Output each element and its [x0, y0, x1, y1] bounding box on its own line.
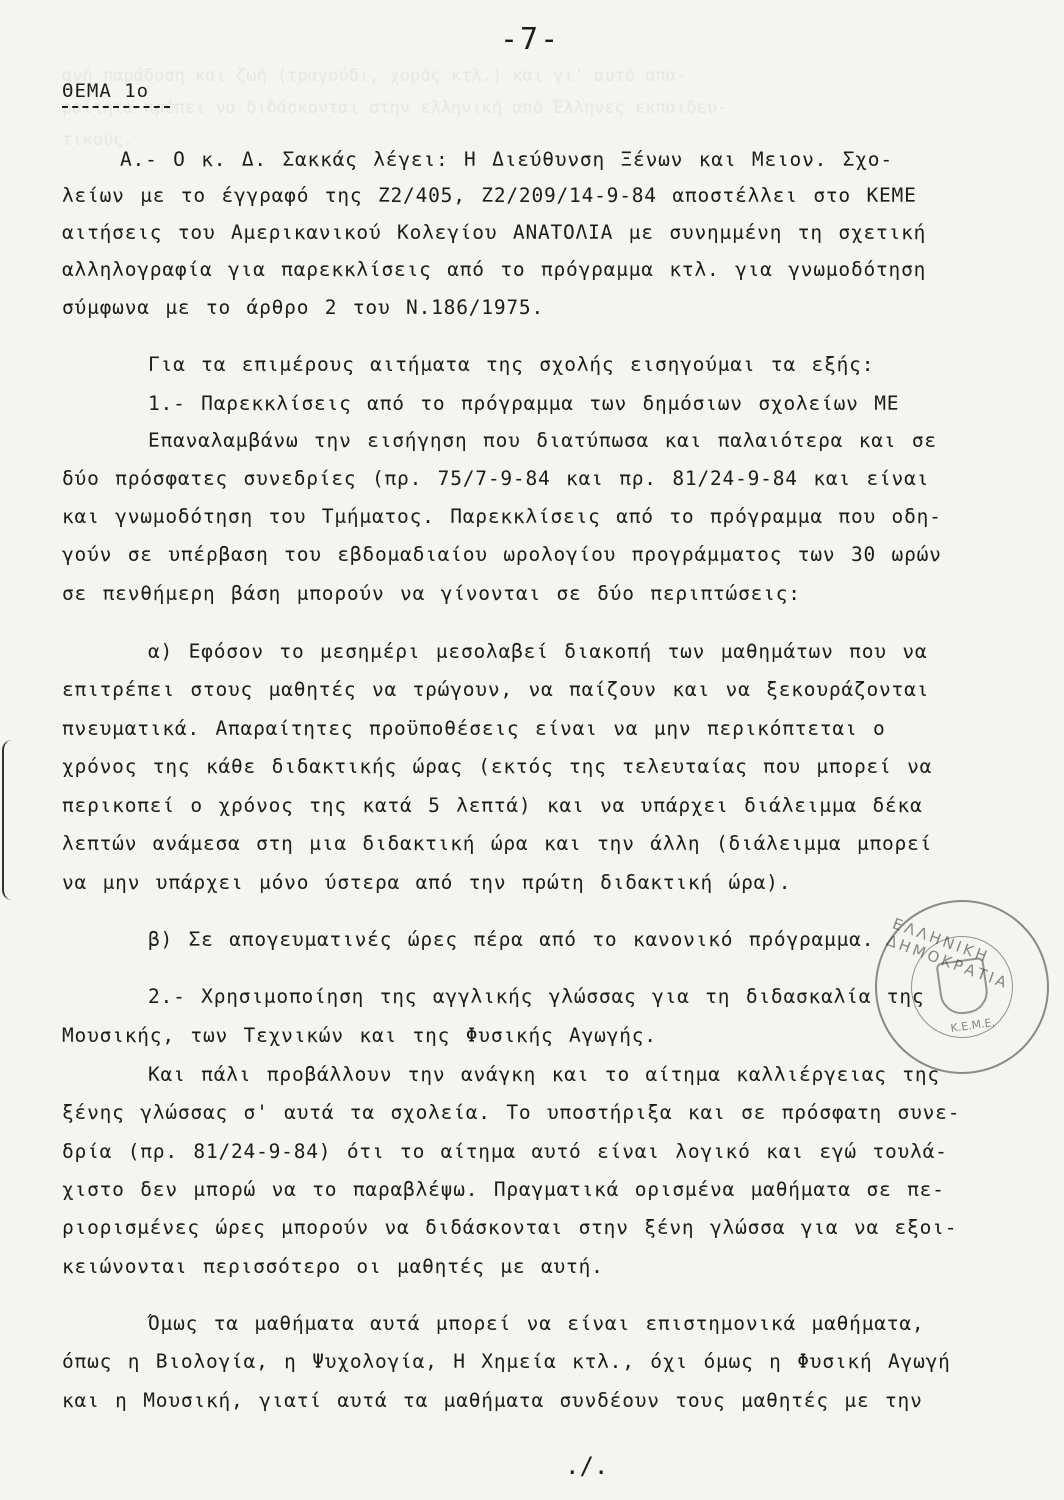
text-line: αλληλογραφία για παρεκκλίσεις από το πρόγραμμα κτλ. για γνωμοδότηση: [62, 258, 927, 281]
text-line: επιτρέπει στους μαθητές να τρώγουν, να παίζουν και να ξεκουράζονται: [62, 678, 930, 701]
text-line: ξένης γλώσσας σ' αυτά τα σχολεία. Το υποστήριξα και σε πρόσφατη συνε-: [62, 1101, 961, 1124]
text-line: γούν σε υπέρβαση του εβδομαδιαίου ωρολογίου προγράμματος των 30 ωρών: [62, 543, 942, 566]
theme-title-underline: [62, 106, 170, 108]
theme-title-text: ΘΕΜΑ 1ο: [62, 80, 150, 102]
text-line: σε πενθήμερη βάση μπορούν να γίνονται σε δύο περιπτώσεις:: [62, 582, 801, 605]
continuation-mark: ./.: [565, 1452, 609, 1480]
text-line: ριορισμένες ώρες μπορούν να διδάσκονται στην ξένη γλώσσα για να εξοι-: [62, 1216, 958, 1239]
text-line: β) Σε απογευματινές ώρες πέρα από το κανονικό πρόγραμμα.: [148, 928, 875, 951]
text-line: κειώνονται περισσότερο οι μαθητές με αυτή.: [62, 1255, 604, 1278]
official-stamp: [864, 889, 1061, 1086]
text-line: δρία (πρ. 81/24-9-84) ότι το αίτημα αυτό είναι λογικό και εγώ τουλά-: [62, 1140, 948, 1163]
text-line: Όμως τα μαθήματα αυτά μπορεί να είναι επιστημονικά μαθήματα,: [148, 1312, 925, 1335]
text-line: και γνωμοδότηση του Τμήματος. Παρεκκλίσεις από το πρόγραμμα που οδη-: [62, 505, 942, 528]
text-line: περικοπεί ο χρόνος της κατά 5 λεπτά) και να υπάρχει διάλειμμα δέκα: [62, 794, 923, 817]
text-line: λείων με το έγγραφό της Ζ2/405, Ζ2/209/14-9-84 αποστέλλει στο ΚΕΜΕ: [62, 184, 917, 207]
theme-title: [62, 80, 149, 102]
bleed-through-text: ανή παράδοση και ζωή (τραγούδι, χορός κτλ.) και γι' αυτό απα- ραίτητα πρέπει να διδάσκονται στην ελληνική από Έλληνες εκπαιδευ- τικούς.: [62, 66, 728, 150]
text-line: πνευματικά. Απαραίτητες προϋποθέσεις είναι να μην περικόπτεται ο: [62, 717, 886, 740]
text-line: χρόνος της κάθε διδακτικής ώρας (εκτός της τελευταίας που μπορεί να: [62, 755, 933, 778]
page-number: -7-: [500, 22, 561, 57]
text-line: Α.- Ο κ. Δ. Σακκάς λέγει: Η Διεύθυνση Ξένων και Μειον. Σχο-: [120, 148, 893, 171]
text-line: 1.- Παρεκκλίσεις από το πρόγραμμα των δημόσιων σχολείων ΜΕ: [148, 392, 900, 415]
text-line: δύο πρόσφατες συνεδρίες (πρ. 75/7-9-84 και πρ. 81/24-9-84 και είναι: [62, 467, 930, 490]
stamp-abbreviation: Κ.Ε.Μ.Ε.: [949, 1015, 996, 1035]
text-line: και η Μουσική, γιατί αυτά τα μαθήματα συνδέουν τους μαθητές με την: [62, 1389, 923, 1412]
text-line: Μουσικής, των Τεχνικών και της Φυσικής Αγωγής.: [62, 1024, 657, 1047]
text-line: αιτήσεις του Αμερικανικού Κολεγίου ΑΝΑΤΟΛΙΑ με συνημμένη τη σχετική: [62, 221, 927, 244]
text-line: χιστο δεν μπορώ να το παραβλέψω. Πραγματικά ορισμένα μαθήματα σε πε-: [62, 1178, 945, 1201]
text-line: όπως η Βιολογία, η Ψυχολογία, Η Χημεία κτλ., όχι όμως η Φυσική Αγωγή: [62, 1350, 951, 1373]
text-line: Για τα επιμέρους αιτήματα της σχολής εισηγούμαι τα εξής:: [148, 353, 875, 376]
text-line: λεπτών ανάμεσα στη μια διδακτική ώρα και την άλλη (διάλειμμα μπορεί: [62, 832, 933, 855]
text-line: α) Εφόσον το μεσημέρι μεσολαβεί διακοπή των μαθημάτων που να: [148, 640, 928, 663]
text-line: 2.- Χρησιμοποίηση της αγγλικής γλώσσας για τη διδασκαλία της: [148, 985, 925, 1008]
text-line: σύμφωνα με το άρθρο 2 του Ν.186/1975.: [62, 296, 544, 319]
text-line: να μην υπάρχει μόνο ύστερα από την πρώτη διδακτική ώρα).: [62, 871, 792, 894]
text-line: Επαναλαμβάνω την εισήγηση που διατύπωσα και παλαιότερα και σε: [148, 429, 937, 452]
margin-bracket-mark: [2, 740, 16, 900]
text-line: Και πάλι προβάλλουν την ανάγκη και το αίτημα καλλιέργειας της: [148, 1063, 940, 1086]
stamp-outer-text: ΕΛΛΗΝΙΚΗ ΔΗΜΟΚΡΑΤΙΑ: [883, 914, 1012, 993]
